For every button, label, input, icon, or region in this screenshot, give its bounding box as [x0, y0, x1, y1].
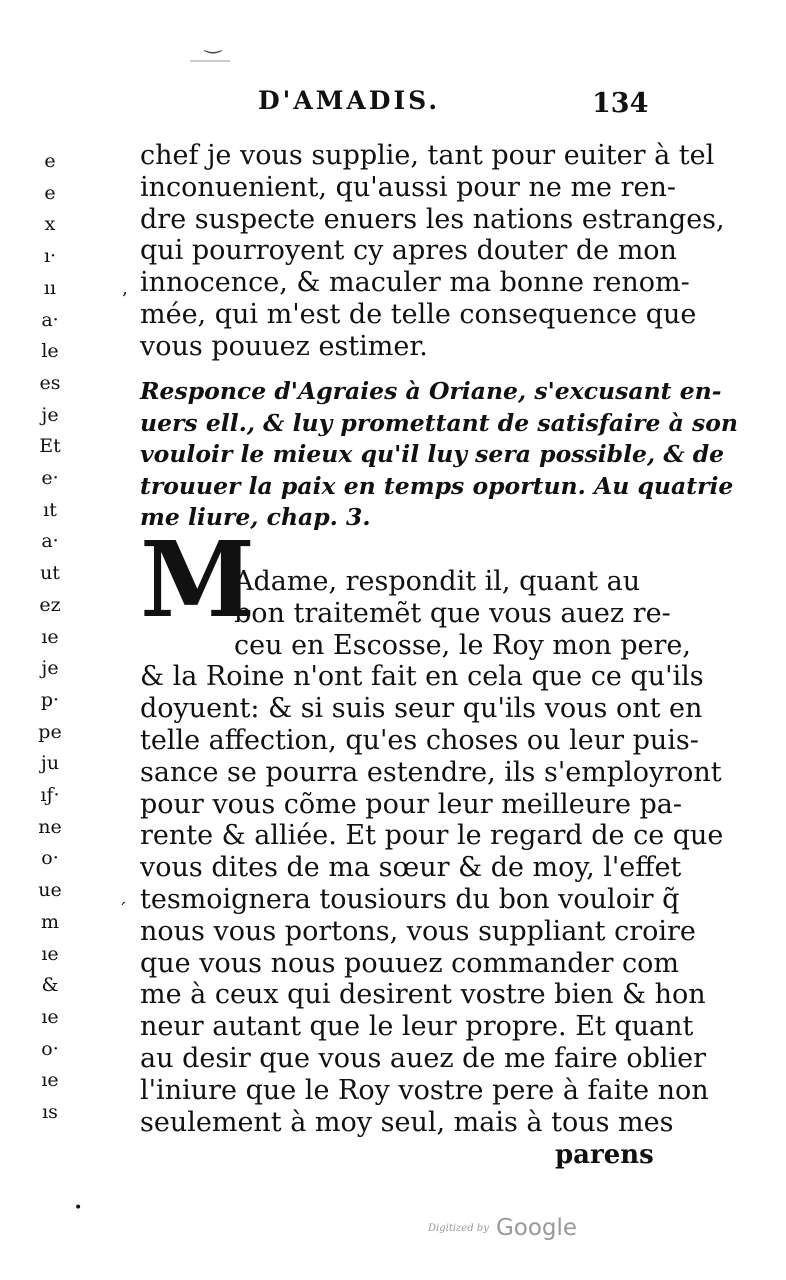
text-line: doyuent: & si suis seur qu'ils vous ont en	[140, 693, 703, 725]
text-line: uers ell., & luy promettant de satisfaire à son	[140, 408, 738, 437]
text-line: Adame, respondit il, quant au	[234, 566, 641, 597]
watermark-prefix: Digitized by	[428, 1222, 489, 1234]
margin-fragment: a·	[41, 308, 59, 331]
margin-fragment: Et	[39, 435, 61, 458]
text-line: rente & alliée. Et pour le regard de ce que	[140, 820, 724, 852]
margin-fragment: e	[44, 150, 56, 172]
margin-fragment: ıt	[43, 498, 57, 521]
digitization-watermark	[428, 1215, 577, 1241]
margin-fragment: ut	[40, 562, 60, 585]
margin-fragment: ıe	[41, 942, 59, 965]
margin-fragment: ıı	[43, 276, 57, 299]
catchword: parens	[555, 1140, 654, 1170]
margin-fragment: e	[44, 181, 56, 204]
text-line: chef je vous supplie, tant pour euiter à tel	[140, 140, 715, 171]
margin-fragment: &	[41, 974, 59, 997]
text-line: au desir que vous auez de me faire oblier	[140, 1042, 707, 1074]
margin-fragment: ı·	[43, 245, 57, 268]
margin-fragment: m	[40, 910, 60, 933]
stray-mark: ‚	[122, 278, 128, 299]
margin-fragment: p·	[40, 688, 60, 711]
margin-fragment: ne	[38, 815, 62, 838]
ink-smudge: ‿	[205, 30, 222, 54]
margin-fragment: je	[41, 403, 59, 426]
text-line: trouuer la paix en temps oportun. Au quatrie	[140, 471, 734, 500]
text-line: nous vous portons, vous suppliant croire	[140, 915, 696, 947]
text-line: seulement à moy seul, mais à tous mes	[140, 1106, 674, 1138]
text-line: & la Roine n'ont fait en cela que ce qu'ils	[140, 661, 704, 693]
margin-fragment: e·	[41, 467, 59, 490]
margin-fragment: ez	[39, 593, 61, 616]
paragraph-2	[140, 566, 724, 1138]
page-number: 134	[592, 88, 649, 119]
text-line: vouloir le mieux qu'il luy sera possible, & de	[140, 440, 725, 468]
text-line: pour vous cõme pour leur meilleure pa-	[140, 788, 683, 820]
drop-capital: M	[140, 518, 256, 641]
text-line: sance se pourra estendre, ils s'employront	[140, 756, 722, 788]
text-line: bon traitemẽt que vous auez re-	[234, 597, 671, 629]
text-line: tesmoignera tousiours du bon vouloir q̃	[140, 883, 680, 915]
paragraph-1	[140, 140, 725, 363]
text-line: me à ceux qui desirent vostre bien & hon	[140, 979, 706, 1011]
margin-fragment: x	[44, 213, 56, 236]
stray-mark: ˊ	[118, 900, 127, 921]
margin-fragment: o·	[41, 847, 59, 870]
text-line: neur autant que le leur propre. Et quant	[140, 1011, 694, 1043]
text-line: vous pouuez estimer.	[140, 330, 428, 362]
margin-fragment: pe	[38, 720, 62, 743]
chapter-rubric	[140, 376, 738, 534]
facing-page-margin	[30, 146, 70, 1129]
margin-fragment: ıƒ·	[40, 784, 60, 807]
running-header: D'AMADIS.	[258, 86, 441, 115]
text-line: telle affection, qu'es choses ou leur puis-	[140, 724, 699, 756]
text-line: Responce d'Agraies à Oriane, s'excusant en-	[140, 377, 722, 405]
margin-fragment: ıe	[41, 1005, 59, 1028]
text-line: mée, qui m'est de telle consequence que	[140, 298, 697, 330]
margin-fragment: je	[41, 657, 59, 680]
stray-mark: •	[74, 1200, 83, 1216]
margin-fragment: ue	[38, 879, 62, 902]
ink-stain	[190, 60, 230, 62]
text-line: l'iniure que le Roy vostre pere à faite non	[140, 1074, 709, 1106]
margin-fragment: le	[41, 340, 59, 363]
google-logo: Google	[495, 1215, 578, 1241]
margin-fragment: ıe	[41, 1069, 59, 1092]
text-line: que vous nous pouuez commander com	[140, 947, 679, 979]
text-line: vous dites de ma sœur & de moy, l'effet	[140, 852, 682, 884]
text-line: inconuenient, qu'aussi pour ne me ren-	[140, 171, 677, 203]
margin-fragment: ju	[40, 752, 60, 775]
margin-fragment: es	[39, 371, 61, 394]
text-line: dre suspecte enuers les nations estranges,	[140, 203, 725, 235]
margin-fragment: ıe	[41, 625, 59, 648]
margin-fragment: o·	[41, 1037, 59, 1060]
text-line: qui pourroyent cy apres douter de mon	[140, 235, 677, 267]
margin-fragment: a·	[41, 530, 59, 553]
text-line: ceu en Escosse, le Roy mon pere,	[234, 629, 691, 661]
text-line: innocence, & maculer ma bonne renom-	[140, 267, 690, 299]
margin-fragment: ıs	[42, 1101, 58, 1124]
text-line: me liure, chap. 3.	[140, 503, 371, 531]
